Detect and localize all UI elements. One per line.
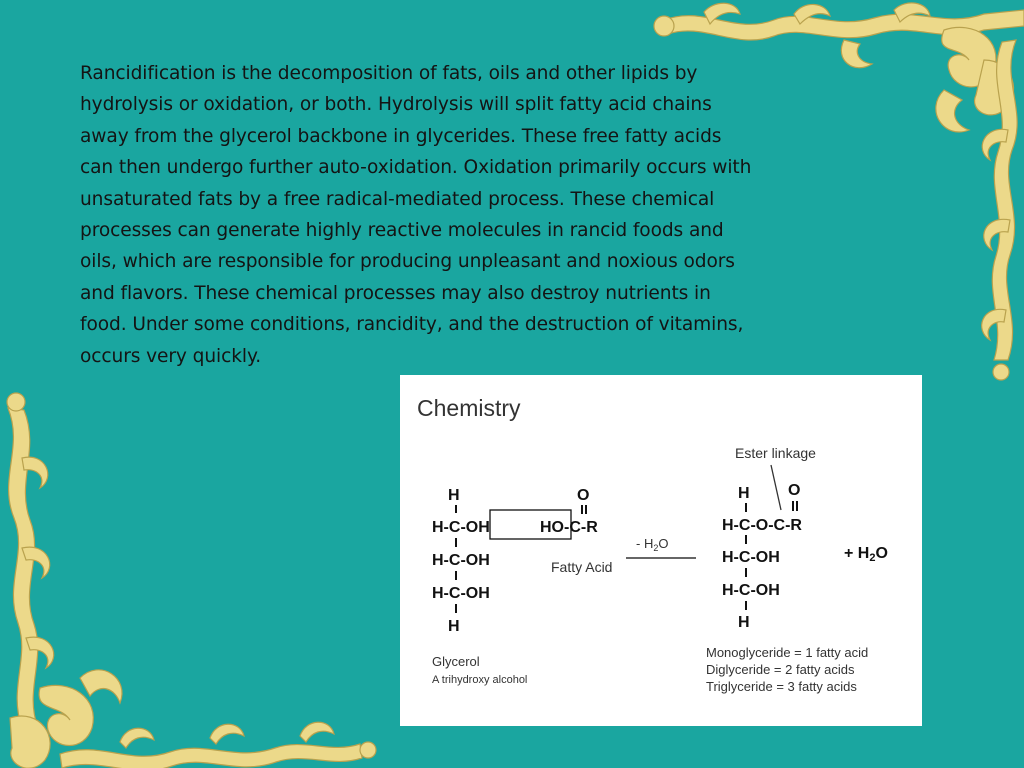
glyceride-definitions <box>706 645 868 694</box>
definition-item: Monoglyceride = 1 fatty acid <box>706 645 869 660</box>
fatty-acid-o: O <box>577 487 590 504</box>
product-o: O <box>788 482 801 499</box>
plus-water-label: + H2O <box>844 545 888 564</box>
glycerol-structure <box>432 487 490 635</box>
chemistry-figure <box>400 375 922 726</box>
product-row-1: H-C-O-C-R <box>722 517 802 534</box>
glycerol-row-3: H-C-OH <box>432 585 490 602</box>
glycerol-bottom-h: H <box>448 618 460 635</box>
product-row-3: H-C-OH <box>722 582 780 599</box>
minus-water-label: - $H_2O$ <box>636 536 669 553</box>
figure-title: Chemistry <box>417 395 521 421</box>
glycerol-name: Glycerol <box>432 654 480 669</box>
monoglyceride-structure <box>722 482 802 631</box>
corner-ornament-bottom-left-icon <box>0 388 380 768</box>
ester-linkage-label: Ester linkage <box>735 445 816 461</box>
product-bottom-h: H <box>738 614 750 631</box>
product-top-h: H <box>738 485 750 502</box>
fatty-acid-structure <box>540 487 598 536</box>
ester-pointer <box>771 465 781 510</box>
glycerol-top-h: H <box>448 487 460 504</box>
chemistry-diagram <box>400 375 922 726</box>
glycerol-row-2: H-C-OH <box>432 552 490 569</box>
glycerol-description: A trihydroxy alcohol <box>432 674 528 686</box>
definition-item: Diglyceride = 2 fatty acids <box>706 662 855 677</box>
fatty-acid-formula: HO-C-R <box>540 519 598 536</box>
product-row-2: H-C-OH <box>722 549 780 566</box>
fatty-acid-label: Fatty Acid <box>551 559 613 575</box>
body-paragraph: Rancidification is the decomposition of fats, oils and other lipids by hydrolysis or oxidation, or both. Hydrolysis will split fatty acid chains away from the glycerol backbone in glycerides. These free fatty acids can then undergo further auto-oxidation. Oxidation primarily occurs with unsaturated fats by a free radical-mediated process. These chemical processes can generate highly reactive molecules in rancid foods and oils, which are responsible for producing unpleasant and noxious odors and flavors. These chemical processes may also destroy nutrients in food. Under some conditions, rancidity, and the destruction of vitamins, occurs very quickly. <box>80 63 752 367</box>
glycerol-row-1: H-C-OH <box>432 519 490 536</box>
definition-item: Triglyceride = 3 fatty acids <box>706 679 857 694</box>
